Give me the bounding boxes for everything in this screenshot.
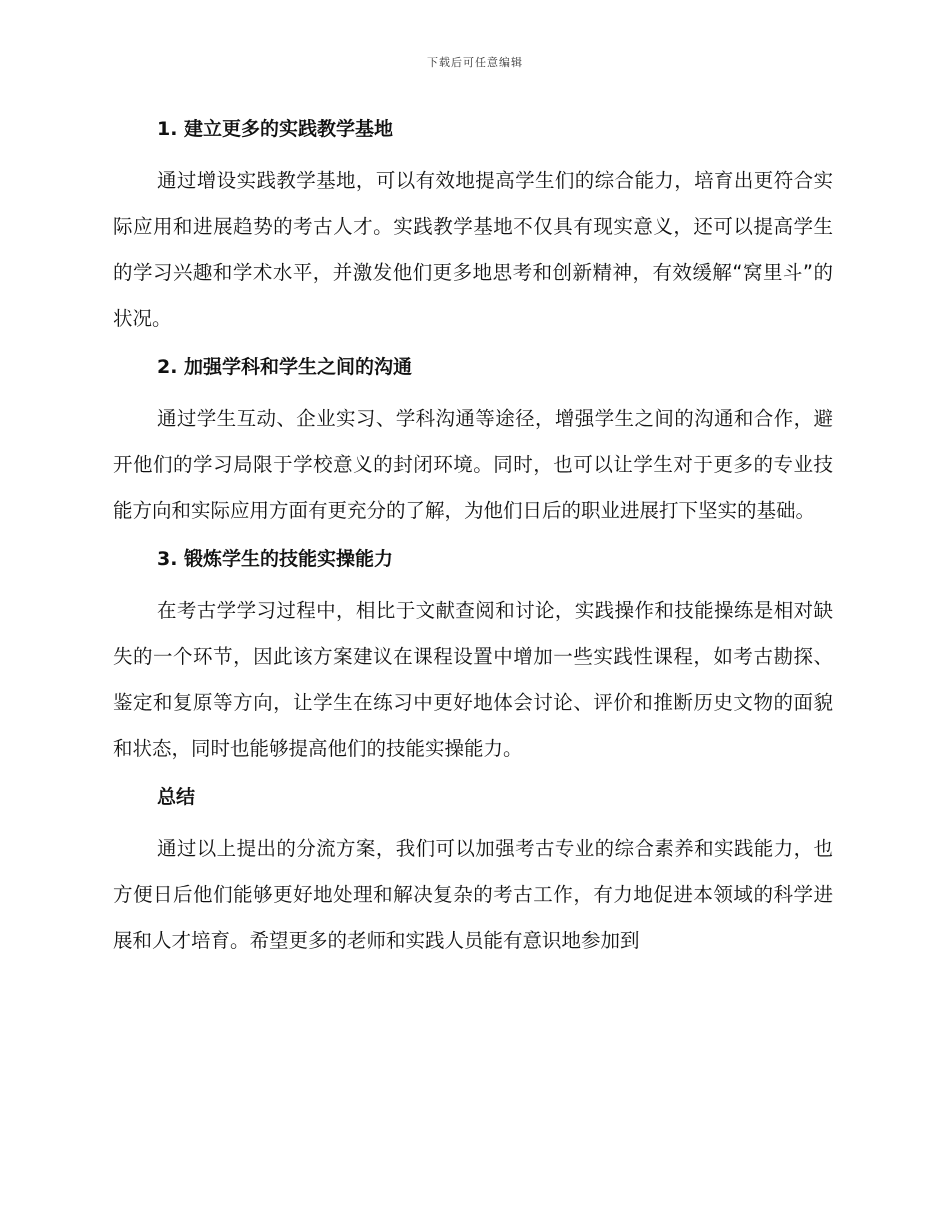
page-header-note: 下载后可任意编辑 bbox=[427, 56, 523, 69]
section-paragraph: 在考古学学习过程中，相比于文献查阅和讨论，实践操作和技能操练是相对缺失的一个环节，因此该方案建议在课程设置中增加一些实践性课程，如考古勘探、鉴定和复原等方向，让学生在练习中更好地体会讨论、评价和推断历史文物的面貌和状态，同时也能够提高他们的技能实操能力。 bbox=[113, 599, 833, 760]
section-heading: 3. 锻炼学生的技能实操能力 bbox=[157, 548, 394, 570]
document-body bbox=[113, 108, 833, 964]
section-heading: 总结 bbox=[157, 786, 196, 808]
section-heading: 1. 建立更多的实践教学基地 bbox=[157, 118, 394, 140]
section-paragraph: 通过增设实践教学基地，可以有效地提高学生们的综合能力，培育出更符合实际应用和进展趋势的考古人才。实践教学基地不仅具有现实意义，还可以提高学生的学习兴趣和学术水平，并激发他们更多地思考和创新精神，有效缓解“窝里斗”的状况。 bbox=[113, 169, 833, 330]
section-3 bbox=[113, 538, 833, 776]
section-2 bbox=[113, 346, 833, 538]
section-1 bbox=[113, 108, 833, 346]
section-paragraph: 通过以上提出的分流方案，我们可以加强考古专业的综合素养和实践能力，也方便日后他们能够更好地处理和解决复杂的考古工作，有力地促进本领域的科学进展和人才培育。希望更多的老师和实践人员能有意识地参加到 bbox=[113, 837, 833, 952]
section-summary bbox=[113, 776, 833, 964]
section-paragraph: 通过学生互动、企业实习、学科沟通等途径，增强学生之间的沟通和合作，避开他们的学习局限于学校意义的封闭环境。同时，也可以让学生对于更多的专业技能方向和实际应用方面有更充分的了解，为他们日后的职业进展打下坚实的基础。 bbox=[113, 407, 833, 522]
section-heading: 2. 加强学科和学生之间的沟通 bbox=[157, 356, 413, 378]
